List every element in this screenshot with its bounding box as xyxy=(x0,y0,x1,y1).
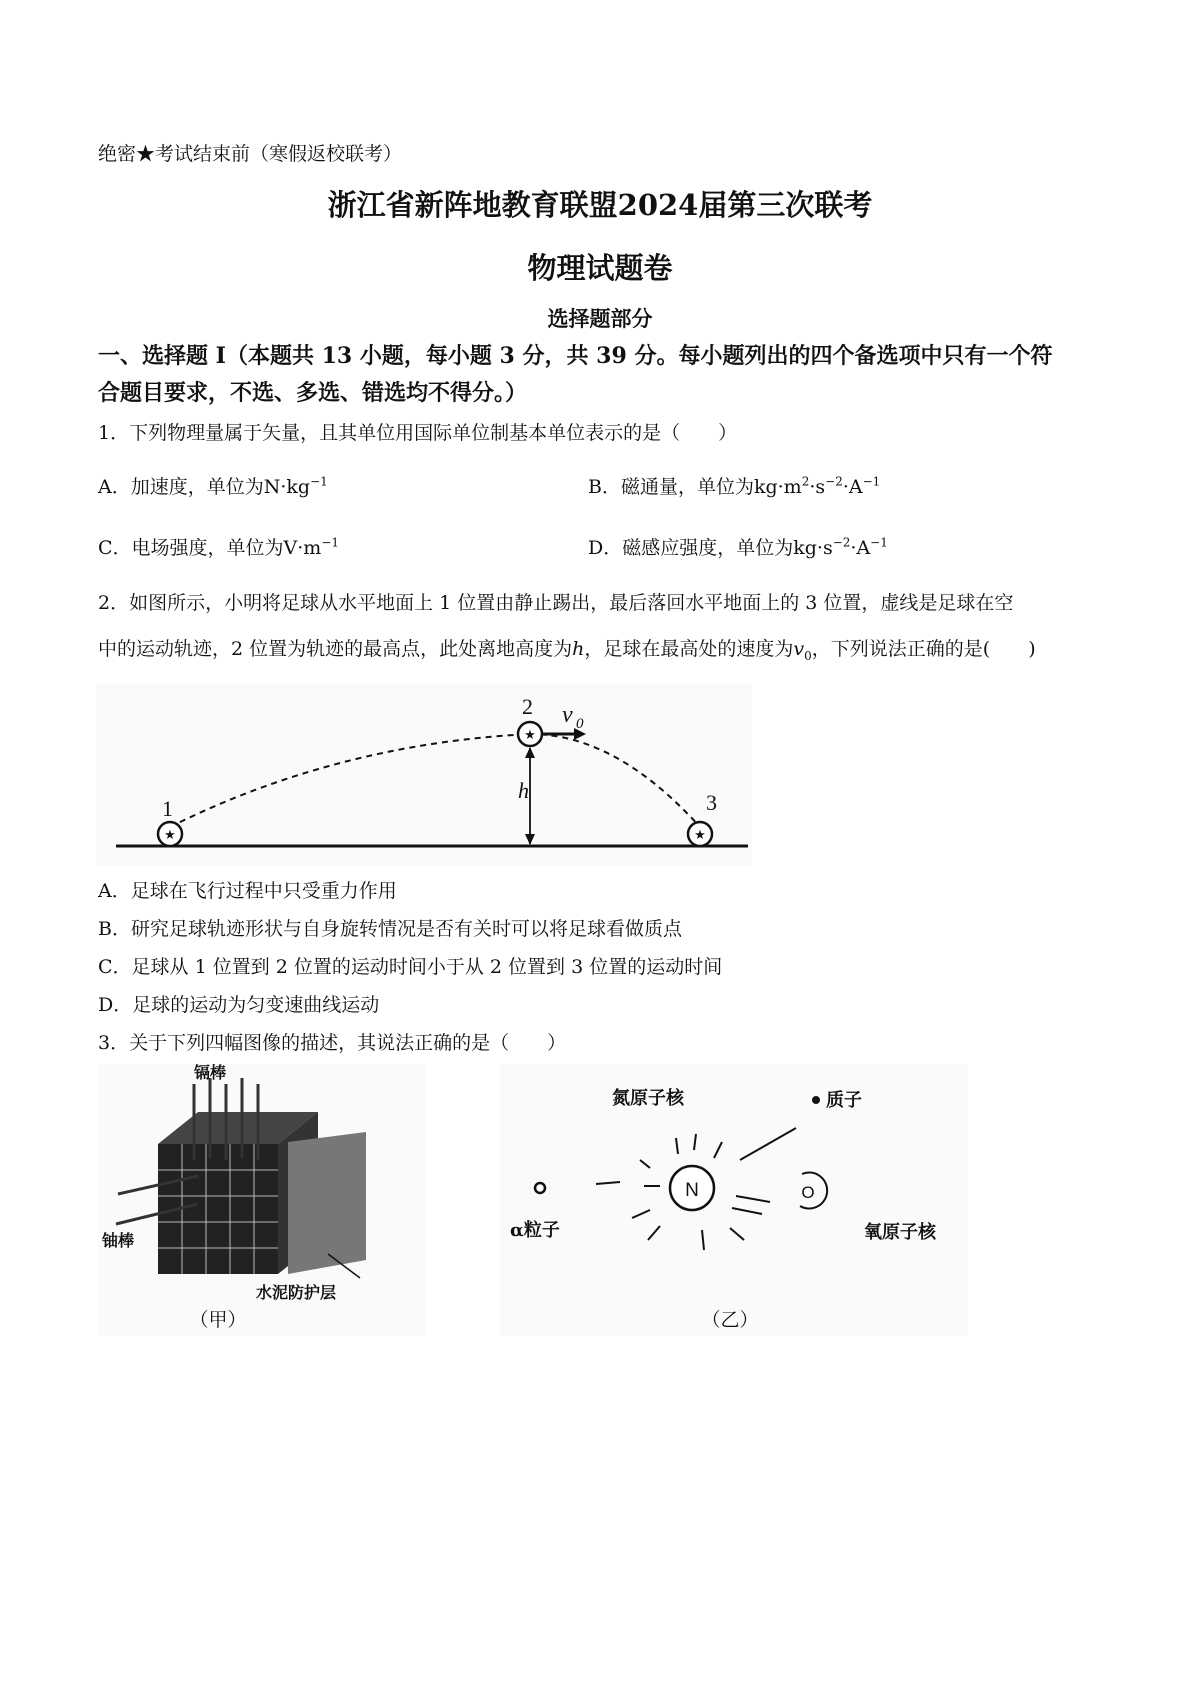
caption-jia: （甲） xyxy=(189,1309,247,1331)
q2-option-b: B．研究足球轨迹形状与自身旋转情况是否有关时可以将足球看做质点 xyxy=(98,918,682,940)
q1-option-b-exp1: 2 xyxy=(801,474,810,489)
label-O: O xyxy=(801,1183,815,1202)
q1-option-c-exp: −1 xyxy=(321,535,340,550)
q1-option-d-exp2: −1 xyxy=(870,535,888,550)
ball-1 xyxy=(158,822,182,846)
height-arrow-up xyxy=(525,747,535,758)
exam-subtitle: 物理试题卷 xyxy=(527,251,673,285)
label-1: 1 xyxy=(162,796,173,821)
q1-option-d-unit2: ·A xyxy=(850,537,871,559)
label-3: 3 xyxy=(706,790,717,815)
q1-stem: 1．下列物理量属于矢量，且其单位用国际单位制基本单位表示的是（ ） xyxy=(98,422,738,444)
q1-option-a xyxy=(98,472,328,499)
q1-option-c-unit: V·m xyxy=(283,537,322,559)
q1-option-b-exp3: −1 xyxy=(862,474,881,489)
label-N: N xyxy=(685,1180,699,1201)
q2-stem-line2 xyxy=(98,634,1036,661)
q1-option-d-unit1: kg·s xyxy=(793,537,833,559)
q3-stem: 3．关于下列四幅图像的描述，其说法正确的是（ ） xyxy=(98,1032,567,1054)
q2-stem-part-a: 中的运动轨迹，2 位置为轨迹的最高点，此处离地高度为 xyxy=(98,638,573,660)
q2-stem-v: v xyxy=(793,638,805,660)
svg-text:★: ★ xyxy=(694,828,706,843)
football-trajectory-figure xyxy=(96,684,752,866)
q1-option-d-exp1: −2 xyxy=(832,535,851,550)
q2-option-a: A．足球在飞行过程中只受重力作用 xyxy=(98,880,397,902)
label-uranium: 铀棒 xyxy=(102,1231,135,1250)
svg-text:★: ★ xyxy=(524,728,536,743)
q2-stem-part-c: ，下列说法正确的是( ) xyxy=(811,638,1036,660)
q2-stem-part-b: ，足球在最高处的速度为 xyxy=(584,638,794,660)
alpha-particle xyxy=(535,1183,545,1193)
label-cadmium: 镉棒 xyxy=(193,1064,227,1082)
q1-option-d xyxy=(588,533,888,560)
caption-yi: （乙） xyxy=(701,1309,759,1331)
q2-option-d: D．足球的运动为匀变速曲线运动 xyxy=(98,994,380,1016)
cement-layer xyxy=(288,1132,366,1274)
part-heading: 选择题部分 xyxy=(547,306,653,331)
label-2: 2 xyxy=(522,694,533,719)
label-h: h xyxy=(518,778,529,803)
label-proton: 质子 xyxy=(826,1090,862,1111)
label-alpha: α粒子 xyxy=(510,1220,560,1241)
q1-option-c xyxy=(98,533,339,560)
q1-option-a-unit: N·kg xyxy=(263,476,311,498)
reactor-figure xyxy=(98,1064,426,1336)
q1-option-b-exp2: −2 xyxy=(825,474,843,489)
q1-option-b xyxy=(588,472,880,499)
q1-option-b-unit2: ·s xyxy=(809,476,826,498)
ball-3 xyxy=(688,822,712,846)
height-arrow-down xyxy=(525,834,535,845)
nuclear-reaction-figure xyxy=(500,1064,968,1336)
confidential-note: 绝密★考试结束前（寒假返校联考） xyxy=(98,143,403,165)
label-v-sub: 0 xyxy=(576,716,584,732)
q2-option-c: C．足球从 1 位置到 2 位置的运动时间小于从 2 位置到 3 位置的运动时间 xyxy=(98,956,723,978)
proton xyxy=(812,1096,820,1104)
trajectory-dashed xyxy=(170,734,700,827)
q1-option-d-text: D．磁感应强度，单位为 xyxy=(588,537,794,559)
label-oxygen: 氧原子核 xyxy=(864,1222,936,1243)
q1-option-c-text: C．电场强度，单位为 xyxy=(98,537,284,559)
q1-option-a-text: A．加速度，单位为 xyxy=(98,476,264,498)
label-v: v xyxy=(562,702,573,728)
q1-option-b-unit3: ·A xyxy=(842,476,863,498)
q1-option-b-text: B．磁通量，单位为 xyxy=(588,476,754,498)
q1-option-b-unit1: kg·m xyxy=(753,476,802,498)
svg-text:★: ★ xyxy=(164,828,176,843)
section-instruction-line1: 一、选择题 I（本题共 13 小题，每小题 3 分，共 39 分。每小题列出的四个备选项中只有一个符 xyxy=(98,343,1053,369)
exam-title: 浙江省新阵地教育联盟2024届第三次联考 xyxy=(327,188,873,222)
label-nitrogen: 氮原子核 xyxy=(612,1088,684,1109)
ball-2 xyxy=(518,722,542,746)
q1-option-a-exp: −1 xyxy=(310,474,328,489)
q2-stem-h: h xyxy=(572,638,585,660)
section-instruction-line2: 合题目要求，不选、多选、错选均不得分。） xyxy=(98,380,528,406)
label-cement: 水泥防护层 xyxy=(256,1283,337,1302)
q2-stem-line1: 2．如图所示，小明将足球从水平地面上 1 位置由静止踢出，最后落回水平地面上的 3 位置，虚线是足球在空 xyxy=(98,592,1014,614)
q2-stem-v-sub: 0 xyxy=(804,648,812,663)
